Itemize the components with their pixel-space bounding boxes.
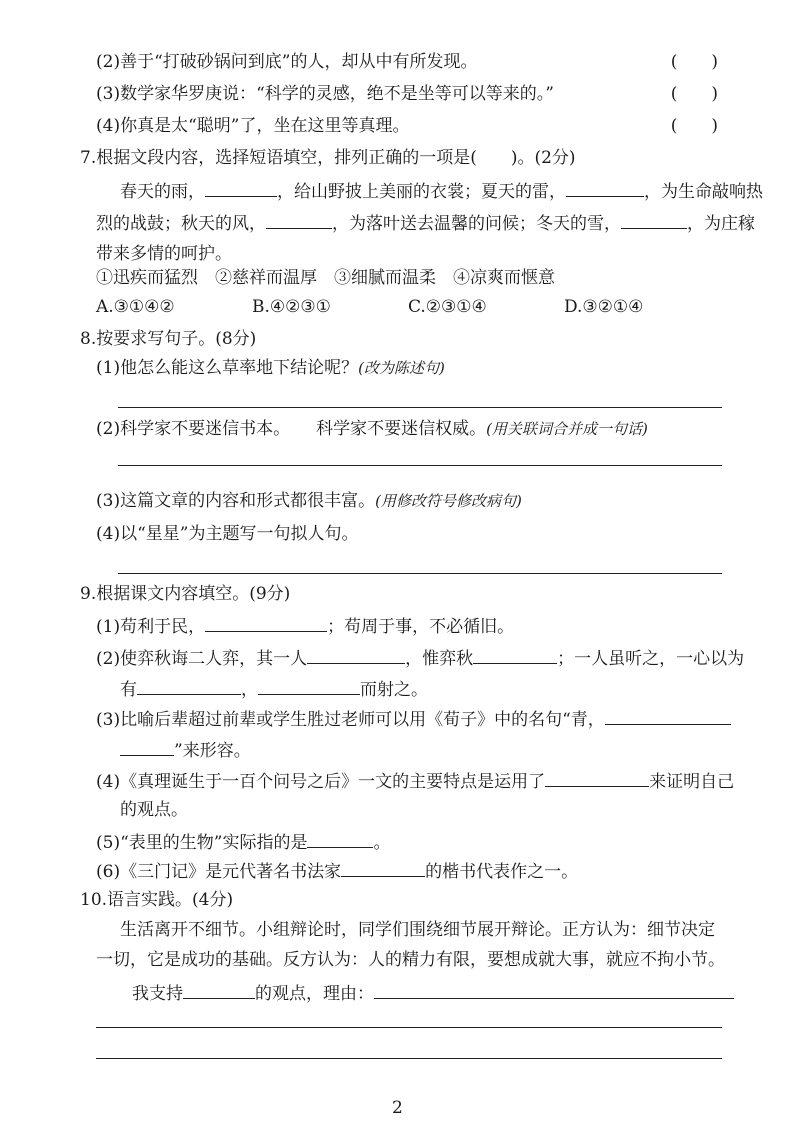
q8-sentence-4: (4)以“星星”为主题写一句拟人句。 — [96, 524, 359, 544]
q9-blank-4[interactable] — [137, 676, 241, 695]
q6-item-3: (3)数学家华罗庚说：“科学的灵感，绝不是坐等可以等来的。” — [96, 84, 554, 104]
q9-line-4 — [96, 706, 731, 732]
q9-text: ；苟周于事，不必循旧。 — [327, 617, 515, 637]
q7-text: ，为庄稼 — [687, 214, 755, 234]
q9-line-3 — [120, 676, 428, 702]
q7-option-c[interactable]: C.②③①④ — [408, 297, 487, 317]
q7-blank-1[interactable] — [205, 178, 277, 197]
q9-blank-7[interactable] — [120, 737, 174, 756]
q9-text: 。 — [373, 833, 391, 853]
q9-line-7: 的观点。 — [120, 800, 188, 820]
q7-text: ，为落叶送去温馨的问候；冬天的雪， — [332, 214, 621, 234]
q9-text: 的楷书代表作之一。 — [425, 862, 579, 882]
q7-blank-4[interactable] — [621, 210, 687, 229]
q8-s3-text: (3)这篇文章的内容和形式都很丰富。 — [96, 491, 376, 511]
q9-line-6 — [96, 768, 734, 794]
answer-paren-2[interactable]: ( ) — [670, 52, 718, 72]
q9-text: 有 — [120, 680, 137, 700]
q7-passage-line-2 — [96, 210, 755, 236]
q10-title: 10.语言实践。(4分) — [80, 890, 234, 910]
q8-sentence-1 — [96, 356, 445, 380]
answer-paren-4[interactable]: ( ) — [670, 116, 718, 136]
q8-sentence-2 — [96, 417, 648, 441]
q9-blank-8[interactable] — [545, 768, 649, 787]
q6-item-2: (2)善于“打破砂锅问到底”的人，却从中有所发现。 — [96, 52, 478, 72]
q8-s2a-text: (2)科学家不要迷信书本。 — [96, 419, 291, 439]
q9-blank-3[interactable] — [473, 645, 557, 664]
q8-s1-text: (1)他怎么能这么草率地下结论呢？ — [96, 358, 359, 378]
answer-line[interactable] — [118, 573, 722, 574]
q9-blank-2[interactable] — [307, 645, 405, 664]
answer-paren-3[interactable]: ( ) — [670, 84, 718, 104]
q9-text: 而射之。 — [360, 680, 428, 700]
q7-phrases: ①迅疾而猛烈 ②慈祥而温厚 ③细腻而温柔 ④凉爽而惬意 — [96, 268, 555, 288]
q7-passage-line-1 — [120, 178, 763, 204]
q10-blank-side[interactable] — [183, 980, 255, 999]
q7-title: 7.根据文段内容，选择短语填空，排列正确的一项是( )。(2分) — [80, 148, 576, 168]
q6-item-4: (4)你真是太“聪明”了，坐在这里等真理。 — [96, 116, 410, 136]
q8-s2-note: (用关联词合并成一句话) — [486, 420, 648, 438]
answer-line[interactable] — [118, 407, 722, 408]
q9-text: (3)比喻后辈超过前辈或学生胜过老师可以用《荀子》中的名句“青， — [96, 710, 605, 730]
q7-option-a[interactable]: A.③①④② — [96, 297, 175, 317]
q9-text: (4)《真理诞生于一百个问号之后》一文的主要特点是运用了 — [96, 772, 546, 792]
q7-text: ，为生命敲响热 — [644, 182, 763, 202]
q7-option-d[interactable]: D.③②①④ — [564, 297, 644, 317]
answer-line[interactable] — [96, 1027, 722, 1028]
q9-text: ，惟弈秋 — [405, 649, 474, 669]
q9-title: 9.根据课文内容填空。(9分) — [80, 584, 291, 604]
q9-blank-10[interactable] — [341, 858, 425, 877]
q9-line-2 — [96, 645, 744, 671]
q9-text: ”来形容。 — [174, 741, 251, 761]
q7-blank-2[interactable] — [566, 178, 644, 197]
q7-text: 烈的战鼓；秋天的风， — [96, 214, 266, 234]
q9-blank-5[interactable] — [258, 676, 360, 695]
q8-s3-note: (用修改符号修改病句) — [375, 492, 522, 510]
q9-line-8 — [96, 829, 390, 855]
q9-line-5 — [120, 737, 251, 763]
q9-line-1 — [96, 613, 514, 639]
answer-line[interactable] — [96, 1058, 722, 1059]
q9-line-9 — [96, 858, 578, 884]
q7-blank-3[interactable] — [266, 210, 332, 229]
q8-title: 8.按要求写句子。(8分) — [80, 329, 257, 349]
q7-option-b[interactable]: B.④②③① — [252, 297, 331, 317]
q8-sentence-3 — [96, 489, 522, 513]
q10-blank-reason[interactable] — [374, 980, 734, 999]
q9-text: (5)“表里的生物”实际指的是 — [96, 833, 308, 853]
q9-text: ；一人虽听之，一心以为 — [557, 649, 745, 669]
q9-text: ， — [241, 680, 258, 700]
q9-blank-6[interactable] — [605, 706, 731, 725]
q10-text: 我支持 — [132, 984, 183, 1004]
q9-text: (6)《三门记》是元代著名书法家 — [96, 862, 342, 882]
q9-blank-1[interactable] — [205, 613, 327, 632]
q7-text: 春天的雨， — [120, 182, 205, 202]
q8-s1-note: (改为陈述句) — [358, 359, 445, 377]
q9-text: 来证明自己 — [649, 772, 735, 792]
q10-passage-line-2: 一切，它是成功的基础。反方认为：人的精力有限，要想成就大事，就应不拘小节。 — [96, 950, 725, 970]
q8-s2b-text: 科学家不要迷信权威。 — [316, 419, 487, 439]
q7-passage-line-3: 带来多情的呵护。 — [96, 244, 232, 264]
page-number: 2 — [392, 1098, 403, 1118]
q7-text: ，给山野披上美丽的衣裳；夏天的雷， — [277, 182, 566, 202]
answer-line[interactable] — [118, 465, 722, 466]
q9-blank-9[interactable] — [307, 829, 373, 848]
q10-passage-line-1: 生活离开不细节。小组辩论时，同学们围绕细节展开辩论。正方认为：细节决定 — [120, 920, 715, 940]
q9-text: (2)使弈秋诲二人弈，其一人 — [96, 649, 308, 669]
q9-text: (1)苟利于民， — [96, 617, 206, 637]
q10-text: 的观点，理由： — [255, 984, 374, 1004]
q10-support-line — [132, 980, 734, 1006]
